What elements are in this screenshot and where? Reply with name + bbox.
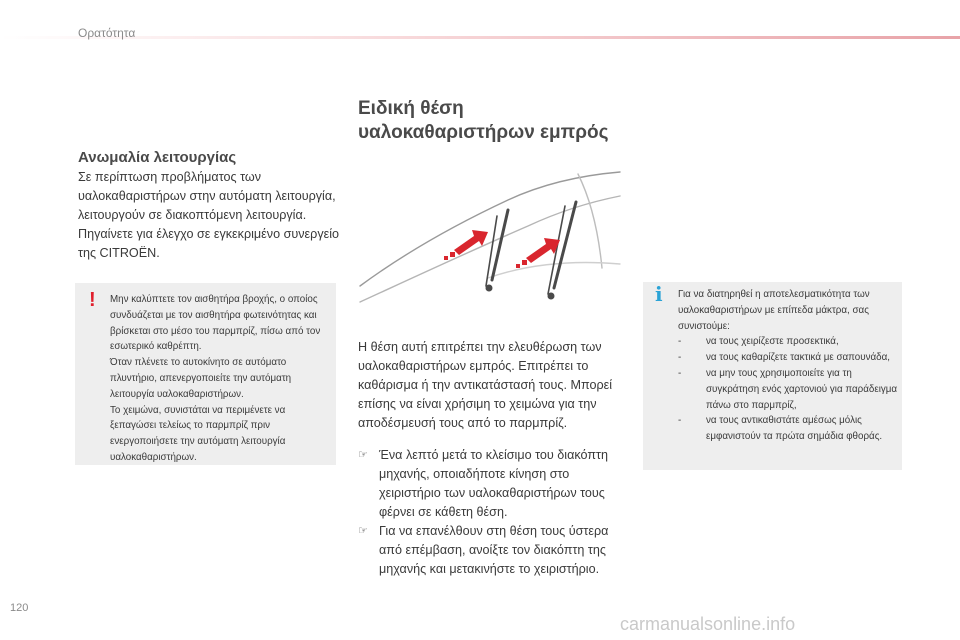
warning-text-3: Το χειμώνα, συνιστάται να περιμένετε να ξεπαγώσει τελείως το παρμπρίζ πριν ενεργοποιήσετε την αυτόματη λειτουργία υαλοκαθαριστήρων. bbox=[110, 404, 286, 463]
section-title: Ορατότητα bbox=[78, 26, 136, 40]
list-item bbox=[678, 350, 900, 366]
lift-arrow-left-icon bbox=[444, 230, 488, 260]
malfunction-paragraph: Σε περίπτωση προβλήματος των υαλοκαθαριστήρων στην αυτόματη λειτουργία, λειτουργούν σε διακοπτόμενη λειτουργία. Πηγαίνετε για έλεγχο σε εγκεκριμένο συνεργείο της CITROËN. bbox=[78, 170, 340, 260]
windscreen-drawing bbox=[360, 172, 620, 302]
list-item bbox=[678, 334, 900, 350]
warning-icon: ! bbox=[89, 289, 96, 311]
warning-text-2: Όταν πλένετε το αυτοκίνητο σε αυτόματο πλυντήριο, απενεργοποιείτε την αυτόματη λειτουργία υαλοκαθαριστήρων. bbox=[110, 357, 292, 400]
page-title-line-2: υαλοκαθαριστήρων εμπρός bbox=[358, 122, 609, 143]
header-rule bbox=[0, 36, 960, 39]
info-text bbox=[678, 287, 900, 445]
procedure-list bbox=[358, 446, 628, 579]
dash-marker: - bbox=[678, 415, 682, 427]
list-item bbox=[358, 522, 628, 579]
info-item-4: να τους αντικαθιστάτε αμέσως μόλις εμφανιστούν τα πρώτα σημάδια φθοράς. bbox=[706, 415, 883, 443]
watermark: carmanualsonline.info bbox=[620, 614, 796, 634]
list-item bbox=[358, 446, 628, 522]
page-number: 120 bbox=[10, 602, 29, 614]
page-title bbox=[358, 97, 608, 145]
dash-marker: - bbox=[678, 352, 682, 364]
wiper-arm-left bbox=[486, 210, 508, 291]
wiper-illustration bbox=[358, 168, 621, 310]
list-item bbox=[678, 413, 900, 445]
special-position-paragraph: Η θέση αυτή επιτρέπει την ελευθέρωση των υαλοκαθαριστήρων εμπρός. Επιτρέπει το καθάρισμα ή την αντικατάστασή τους. Μπορεί επίσης να είναι χρήσιμη το χειμώνα για την αποδέσμευσή τους από το παρμπρίζ. bbox=[358, 340, 613, 430]
list-item bbox=[678, 366, 900, 413]
page-title-line-1: Ειδική θέση bbox=[358, 98, 464, 119]
procedure-step-1: Ένα λεπτό μετά το κλείσιμο του διακόπτη μηχανής, οποιαδήποτε κίνηση στο χειριστήριο των υαλοκαθαριστήρων τους φέρνει σε κάθετη θέση. bbox=[379, 448, 609, 519]
info-item-1: να τους χειρίζεστε προσεκτικά, bbox=[706, 336, 839, 348]
info-icon: i bbox=[655, 282, 663, 306]
info-intro: Για να διατηρηθεί η αποτελεσματικότητα των υαλοκαθαριστήρων με επίπεδα μάκτρα, σας συνιστούμε: bbox=[678, 289, 870, 332]
dash-marker: - bbox=[678, 336, 682, 348]
info-list bbox=[678, 334, 900, 445]
info-item-2: να τους καθαρίζετε τακτικά με σαπουνάδα, bbox=[706, 352, 890, 364]
info-box bbox=[643, 282, 902, 470]
warning-text-1: Μην καλύπτετε τον αισθητήρα βροχής, ο οποίος συνδυάζεται με τον αισθητήρα φωτεινότητας και βρίσκεται στο μέσο του παρμπρίζ, πίσω από τον εσωτερικό καθρέπτη. bbox=[110, 294, 321, 353]
malfunction-heading: Ανωμαλία λειτουργίας bbox=[78, 149, 237, 166]
procedure-step-2: Για να επανέλθουν στη θέση τους ύστερα από επέμβαση, ανοίξτε τον διακόπτη της μηχανής και μετακινήστε το χειριστήριο. bbox=[379, 524, 609, 576]
warning-box bbox=[75, 283, 336, 465]
dash-marker: - bbox=[678, 367, 682, 379]
info-item-3: να μην τους χρησιμοποιείτε για τη συγκράτηση ενός χαρτονιού για παράδειγμα πάνω στο παρμπρίζ, bbox=[706, 367, 898, 411]
pointing-hand-icon: ☞ bbox=[358, 449, 368, 461]
pointing-hand-icon: ☞ bbox=[358, 525, 368, 537]
warning-text bbox=[110, 292, 332, 466]
